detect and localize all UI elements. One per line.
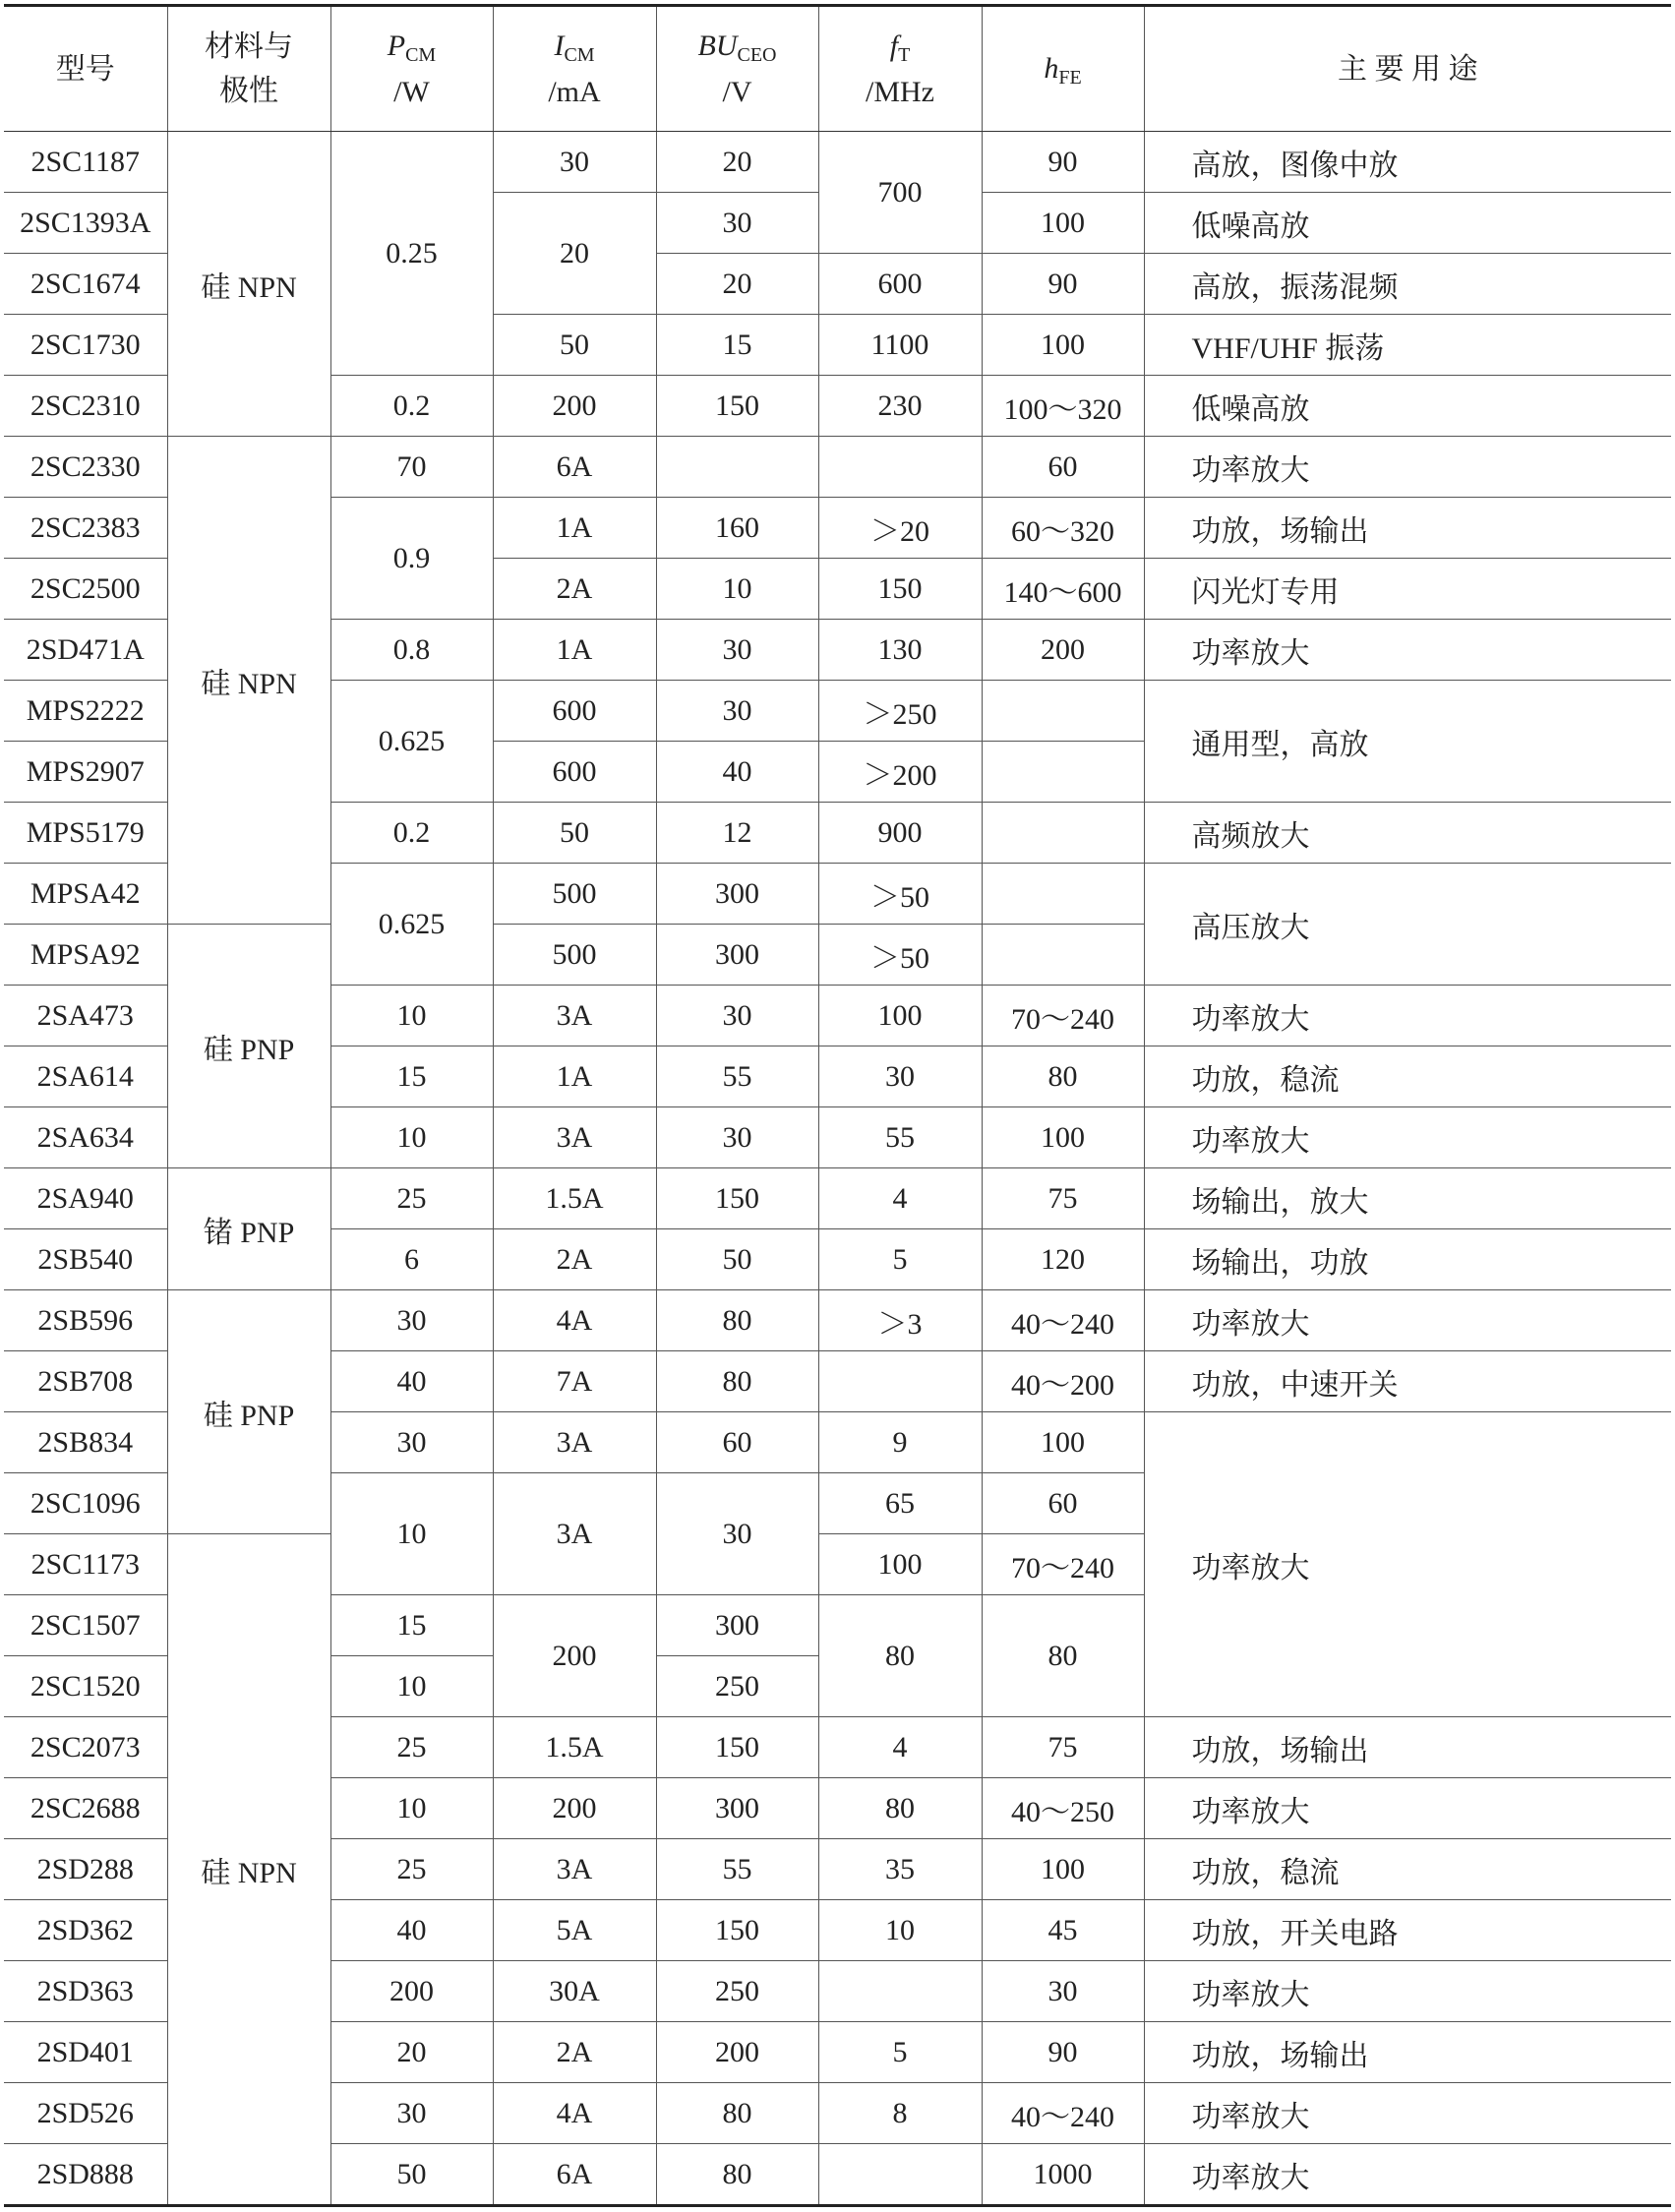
cell-icm: 20	[493, 193, 656, 315]
cell-pcm: 0.2	[330, 803, 493, 864]
cell-buceo: 60	[656, 1412, 818, 1473]
cell-pcm: 25	[330, 1839, 493, 1900]
transistor-spec-page	[4, 4, 1671, 2208]
cell-ft: 9	[818, 1412, 982, 1473]
cell-ft: 100	[818, 1534, 982, 1595]
cell-icm: 3A	[493, 1839, 656, 1900]
cell-ft: ＞20	[818, 498, 982, 559]
cell-pcm: 0.625	[330, 864, 493, 986]
cell-model: 2SC2073	[4, 1717, 167, 1778]
cell-usage: 高压放大	[1144, 864, 1671, 986]
cell-material: 硅 NPN	[167, 132, 330, 437]
cell-model: 2SD401	[4, 2022, 167, 2083]
cell-ft: 5	[818, 2022, 982, 2083]
cell-pcm: 30	[330, 1412, 493, 1473]
cell-icm: 1.5A	[493, 1717, 656, 1778]
cell-model: 2SD888	[4, 2144, 167, 2206]
cell-buceo: 55	[656, 1839, 818, 1900]
cell-ft: ＞250	[818, 681, 982, 742]
cell-buceo: 150	[656, 1717, 818, 1778]
cell-material: 硅 PNP	[167, 1290, 330, 1534]
cell-hfe: 80	[982, 1595, 1144, 1717]
cell-pcm: 10	[330, 1656, 493, 1717]
cell-ft: 8	[818, 2083, 982, 2144]
cell-pcm: 10	[330, 986, 493, 1046]
header-icm: $I_{CM}$ /mA	[493, 6, 656, 132]
cell-icm: 6A	[493, 437, 656, 498]
cell-hfe: 60	[982, 437, 1144, 498]
cell-ft: 80	[818, 1778, 982, 1839]
cell-icm: 600	[493, 742, 656, 803]
cell-buceo: 30	[656, 620, 818, 681]
cell-ft: 230	[818, 376, 982, 437]
cell-ft	[818, 437, 982, 498]
header-row	[4, 6, 1671, 132]
cell-pcm: 70	[330, 437, 493, 498]
cell-buceo: 300	[656, 1778, 818, 1839]
cell-buceo: 30	[656, 1107, 818, 1168]
cell-icm: 1.5A	[493, 1168, 656, 1229]
cell-ft: 130	[818, 620, 982, 681]
cell-pcm: 0.8	[330, 620, 493, 681]
cell-ft: 600	[818, 254, 982, 315]
cell-icm: 1A	[493, 1046, 656, 1107]
cell-icm: 3A	[493, 1412, 656, 1473]
cell-usage: 功率放大	[1144, 437, 1671, 498]
cell-buceo: 150	[656, 376, 818, 437]
cell-hfe: 1000	[982, 2144, 1144, 2206]
cell-hfe: 80	[982, 1046, 1144, 1107]
cell-usage: VHF/UHF 振荡	[1144, 315, 1671, 376]
cell-ft: 35	[818, 1839, 982, 1900]
cell-hfe	[982, 742, 1144, 803]
cell-usage: 功率放大	[1144, 1290, 1671, 1351]
cell-ft: 4	[818, 1168, 982, 1229]
cell-buceo: 80	[656, 2083, 818, 2144]
cell-model: 2SD363	[4, 1961, 167, 2022]
cell-usage: 功率放大	[1144, 620, 1671, 681]
cell-ft	[818, 2144, 982, 2206]
cell-usage: 场输出，功放	[1144, 1229, 1671, 1290]
cell-ft: 55	[818, 1107, 982, 1168]
cell-buceo: 30	[656, 986, 818, 1046]
cell-model: 2SD362	[4, 1900, 167, 1961]
cell-usage: 功放，场输出	[1144, 498, 1671, 559]
cell-buceo: 50	[656, 1229, 818, 1290]
cell-buceo: 150	[656, 1900, 818, 1961]
cell-model: MPS5179	[4, 803, 167, 864]
cell-hfe	[982, 925, 1144, 986]
cell-ft: 150	[818, 559, 982, 620]
cell-hfe: 40～200	[982, 1351, 1144, 1412]
cell-model: MPSA42	[4, 864, 167, 925]
cell-model: 2SA940	[4, 1168, 167, 1229]
cell-model: 2SA614	[4, 1046, 167, 1107]
cell-model: 2SD526	[4, 2083, 167, 2144]
cell-icm: 4A	[493, 2083, 656, 2144]
cell-ft: 5	[818, 1229, 982, 1290]
cell-ft: ＞50	[818, 925, 982, 986]
table-row	[4, 132, 1671, 193]
cell-usage: 功放，中速开关	[1144, 1351, 1671, 1412]
cell-model: 2SB540	[4, 1229, 167, 1290]
header-material: 材料与 极性	[167, 6, 330, 132]
cell-model: 2SC1520	[4, 1656, 167, 1717]
cell-usage: 功率放大	[1144, 2083, 1671, 2144]
cell-hfe: 100	[982, 193, 1144, 254]
cell-model: 2SA634	[4, 1107, 167, 1168]
cell-ft: 10	[818, 1900, 982, 1961]
cell-pcm: 10	[330, 1778, 493, 1839]
cell-ft: ＞50	[818, 864, 982, 925]
cell-ft: 30	[818, 1046, 982, 1107]
cell-material: 锗 PNP	[167, 1168, 330, 1290]
cell-ft: 80	[818, 1595, 982, 1717]
cell-icm: 500	[493, 864, 656, 925]
cell-usage: 高放，振荡混频	[1144, 254, 1671, 315]
cell-ft: ＞3	[818, 1290, 982, 1351]
cell-ft: 900	[818, 803, 982, 864]
cell-icm: 50	[493, 315, 656, 376]
cell-pcm: 10	[330, 1473, 493, 1595]
cell-hfe: 30	[982, 1961, 1144, 2022]
cell-ft: 700	[818, 132, 982, 254]
cell-model: 2SC1096	[4, 1473, 167, 1534]
cell-usage: 功率放大	[1144, 1107, 1671, 1168]
cell-usage: 通用型，高放	[1144, 681, 1671, 803]
cell-buceo: 20	[656, 254, 818, 315]
cell-hfe: 60～320	[982, 498, 1144, 559]
header-buceo: $BU_{CEO}$ /V	[656, 6, 818, 132]
cell-buceo: 10	[656, 559, 818, 620]
cell-usage: 闪光灯专用	[1144, 559, 1671, 620]
cell-hfe: 100	[982, 1107, 1144, 1168]
cell-icm: 500	[493, 925, 656, 986]
cell-icm: 200	[493, 1778, 656, 1839]
cell-icm: 600	[493, 681, 656, 742]
cell-icm: 1A	[493, 498, 656, 559]
cell-buceo: 300	[656, 864, 818, 925]
cell-usage: 功放，开关电路	[1144, 1900, 1671, 1961]
cell-hfe: 40～240	[982, 1290, 1144, 1351]
header-pcm: $P_{CM}$ /W	[330, 6, 493, 132]
cell-model: 2SB708	[4, 1351, 167, 1412]
cell-usage: 功率放大	[1144, 2144, 1671, 2206]
cell-buceo: 250	[656, 1961, 818, 2022]
cell-usage: 功放，场输出	[1144, 2022, 1671, 2083]
cell-hfe: 90	[982, 2022, 1144, 2083]
cell-pcm: 40	[330, 1351, 493, 1412]
cell-hfe: 90	[982, 254, 1144, 315]
cell-icm: 30A	[493, 1961, 656, 2022]
cell-icm: 3A	[493, 986, 656, 1046]
cell-usage: 功率放大	[1144, 1778, 1671, 1839]
cell-icm: 2A	[493, 2022, 656, 2083]
cell-buceo: 150	[656, 1168, 818, 1229]
cell-pcm: 40	[330, 1900, 493, 1961]
cell-hfe	[982, 864, 1144, 925]
cell-icm: 50	[493, 803, 656, 864]
cell-pcm: 6	[330, 1229, 493, 1290]
cell-usage: 高放，图像中放	[1144, 132, 1671, 193]
cell-hfe: 70～240	[982, 1534, 1144, 1595]
cell-model: 2SC2330	[4, 437, 167, 498]
cell-hfe: 90	[982, 132, 1144, 193]
cell-material: 硅 NPN	[167, 1534, 330, 2206]
cell-model: MPS2907	[4, 742, 167, 803]
cell-pcm: 10	[330, 1107, 493, 1168]
cell-icm: 4A	[493, 1290, 656, 1351]
cell-model: 2SC2500	[4, 559, 167, 620]
cell-ft: ＞200	[818, 742, 982, 803]
cell-ft	[818, 1961, 982, 2022]
cell-pcm: 0.9	[330, 498, 493, 620]
cell-model: MPSA92	[4, 925, 167, 986]
cell-pcm: 25	[330, 1168, 493, 1229]
cell-pcm: 30	[330, 2083, 493, 2144]
cell-ft: 1100	[818, 315, 982, 376]
cell-buceo: 160	[656, 498, 818, 559]
cell-model: 2SD471A	[4, 620, 167, 681]
cell-icm: 2A	[493, 559, 656, 620]
cell-buceo: 80	[656, 1290, 818, 1351]
cell-icm: 30	[493, 132, 656, 193]
cell-model: 2SC1674	[4, 254, 167, 315]
cell-icm: 3A	[493, 1107, 656, 1168]
cell-buceo: 30	[656, 681, 818, 742]
cell-model: 2SB596	[4, 1290, 167, 1351]
cell-buceo: 30	[656, 1473, 818, 1595]
cell-pcm: 30	[330, 1290, 493, 1351]
header-usage: 主 要 用 途	[1144, 6, 1671, 132]
cell-model: 2SC1187	[4, 132, 167, 193]
cell-buceo: 30	[656, 193, 818, 254]
cell-buceo: 20	[656, 132, 818, 193]
cell-icm: 3A	[493, 1473, 656, 1595]
cell-ft: 100	[818, 986, 982, 1046]
cell-pcm: 25	[330, 1717, 493, 1778]
cell-buceo	[656, 437, 818, 498]
cell-hfe: 40～240	[982, 2083, 1144, 2144]
header-model: 型号	[4, 6, 167, 132]
cell-model: 2SC2383	[4, 498, 167, 559]
cell-usage: 功率放大	[1144, 1412, 1671, 1717]
cell-model: 2SA473	[4, 986, 167, 1046]
cell-hfe	[982, 803, 1144, 864]
cell-hfe: 70～240	[982, 986, 1144, 1046]
cell-pcm: 0.25	[330, 132, 493, 376]
cell-hfe: 100～320	[982, 376, 1144, 437]
cell-usage: 功率放大	[1144, 986, 1671, 1046]
cell-hfe	[982, 681, 1144, 742]
cell-model: 2SC1730	[4, 315, 167, 376]
cell-usage: 功放，稳流	[1144, 1046, 1671, 1107]
table-row	[4, 437, 1671, 498]
cell-buceo: 300	[656, 925, 818, 986]
cell-ft: 4	[818, 1717, 982, 1778]
cell-pcm: 15	[330, 1595, 493, 1656]
cell-material: 硅 NPN	[167, 437, 330, 925]
cell-pcm: 50	[330, 2144, 493, 2206]
cell-usage: 功放，场输出	[1144, 1717, 1671, 1778]
cell-model: 2SC2688	[4, 1778, 167, 1839]
cell-buceo: 15	[656, 315, 818, 376]
cell-icm: 200	[493, 376, 656, 437]
cell-model: 2SB834	[4, 1412, 167, 1473]
table-row	[4, 1290, 1671, 1351]
header-hfe: $h_{FE}$	[982, 6, 1144, 132]
cell-ft: 65	[818, 1473, 982, 1534]
cell-usage: 高频放大	[1144, 803, 1671, 864]
cell-buceo: 40	[656, 742, 818, 803]
cell-buceo: 250	[656, 1656, 818, 1717]
cell-buceo: 200	[656, 2022, 818, 2083]
cell-hfe: 40～250	[982, 1778, 1144, 1839]
cell-pcm: 15	[330, 1046, 493, 1107]
cell-usage: 场输出，放大	[1144, 1168, 1671, 1229]
cell-buceo: 55	[656, 1046, 818, 1107]
cell-icm: 6A	[493, 2144, 656, 2206]
cell-model: MPS2222	[4, 681, 167, 742]
table-row	[4, 1168, 1671, 1229]
cell-icm: 1A	[493, 620, 656, 681]
cell-icm: 200	[493, 1595, 656, 1717]
cell-hfe: 100	[982, 1412, 1144, 1473]
cell-buceo: 80	[656, 1351, 818, 1412]
header-ft: $f_T$ /MHz	[818, 6, 982, 132]
cell-icm: 2A	[493, 1229, 656, 1290]
cell-hfe: 100	[982, 1839, 1144, 1900]
cell-hfe: 200	[982, 620, 1144, 681]
cell-ft	[818, 1351, 982, 1412]
cell-buceo: 12	[656, 803, 818, 864]
cell-model: 2SC1173	[4, 1534, 167, 1595]
cell-material: 硅 PNP	[167, 925, 330, 1168]
cell-hfe: 120	[982, 1229, 1144, 1290]
cell-hfe: 140～600	[982, 559, 1144, 620]
cell-hfe: 75	[982, 1168, 1144, 1229]
cell-usage: 功放，稳流	[1144, 1839, 1671, 1900]
cell-hfe: 45	[982, 1900, 1144, 1961]
cell-pcm: 0.2	[330, 376, 493, 437]
cell-usage: 功率放大	[1144, 1961, 1671, 2022]
cell-pcm: 20	[330, 2022, 493, 2083]
cell-pcm: 0.625	[330, 681, 493, 803]
cell-icm: 7A	[493, 1351, 656, 1412]
cell-pcm: 200	[330, 1961, 493, 2022]
cell-buceo: 300	[656, 1595, 818, 1656]
cell-usage: 低噪高放	[1144, 376, 1671, 437]
cell-buceo: 80	[656, 2144, 818, 2206]
cell-hfe: 100	[982, 315, 1144, 376]
cell-model: 2SD288	[4, 1839, 167, 1900]
cell-usage: 低噪高放	[1144, 193, 1671, 254]
cell-hfe: 75	[982, 1717, 1144, 1778]
cell-model: 2SC1393A	[4, 193, 167, 254]
cell-icm: 5A	[493, 1900, 656, 1961]
cell-hfe: 60	[982, 1473, 1144, 1534]
transistor-spec-table	[4, 4, 1671, 2207]
cell-model: 2SC2310	[4, 376, 167, 437]
cell-model: 2SC1507	[4, 1595, 167, 1656]
